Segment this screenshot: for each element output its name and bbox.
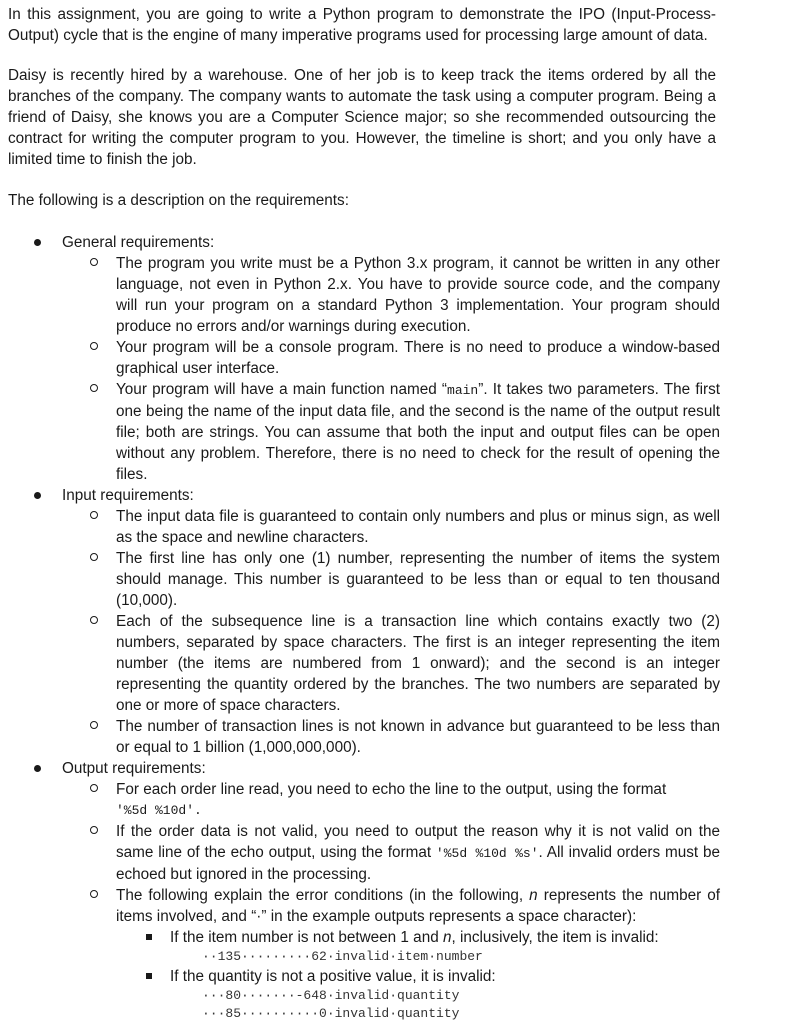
condition-item-before: If the item number is not between 1 and [170,929,439,946]
bullet-icon [34,765,41,772]
general-item-main-after: ”. It takes two parameters. The first one being the name of the input data file, and the second is the name of the output result file; both are strings. You can assume that both the input and output files can be open without any problem. Therefore, there is no need to check for the result of opening the files. [116,381,720,483]
errors-intro-after: ” in the example outputs represents a space character): [261,908,637,925]
general-item-console: Your program will be a console program. There is no need to produce a window-based graphical user interface. [116,339,720,377]
input-item-line-count: The number of transaction lines is not known in advance but guaranteed to be less than or equal to 1 billion (1,000,000,000). [116,718,720,756]
general-requirements [0,232,720,485]
intro-paragraph: In this assignment, you are going to write a Python program to demonstrate the IPO (Input-Process-Output) cycle that is the engine of many imperative programs used for processing large amount of data. [8,6,716,44]
circle-bullet-icon [90,890,98,898]
condition-item-after: , inclusively, the item is invalid: [451,929,659,946]
list-item [62,821,720,885]
list-item [62,779,720,821]
output-invalid-after: . All invalid orders must be echoed but ignored in the processing. [116,844,720,883]
error-condition-item-number [116,927,720,966]
circle-bullet-icon [90,784,98,792]
output-heading: Output requirements: [62,760,206,777]
list-item [62,611,720,716]
bullet-icon [34,492,41,499]
input-item-transaction-line: Each of the subsequence line is a transaction line which contains exactly two (2) numbers, separated by space characters. The first is an integer representing the item number (the items are numbered from 1 onward); and the second is an integer representing the quantity ordered by the branches. The two numbers are separated by one or more of space characters. [116,613,720,714]
input-sublist [62,506,720,758]
error-conditions-list [116,927,720,1023]
errors-intro-middle: represents the number of items involved, and “ [116,887,721,925]
echo-format-code: '%5d %10d'. [116,803,202,818]
errors-intro-before: The following explain the error conditions (in the following, [116,887,524,904]
list-item [62,716,720,758]
list-item [62,548,720,611]
circle-bullet-icon [90,553,98,561]
circle-bullet-icon [90,721,98,729]
requirements-list [0,232,720,1023]
input-item-content: The input data file is guaranteed to contain only numbers and plus or minus sign, as well as the space and newline characters. [116,508,720,546]
input-item-first-line: The first line has only one (1) number, representing the number of items the system should manage. This number is guaranteed to be less than or equal to ten thousand (10,000). [116,550,720,609]
space-dot-symbol: · [256,908,262,925]
output-invalid-before: If the order data is not valid, you need to output the reason why it is not valid on the same line of the echo output, using the format [116,823,720,861]
list-item [62,337,720,379]
output-requirements [0,758,720,1023]
general-sublist [62,253,720,485]
general-item-python3: The program you write must be a Python 3.x program, it cannot be written in any other language, not even in Python 2.x. You have to provide source code, and the company will run your program on a standard Python 3 implementation. Your program should produce no errors and/or warnings during execution. [116,255,720,335]
output-sublist [62,779,720,1023]
list-item [62,253,720,337]
scenario-paragraph: Daisy is recently hired by a warehouse. One of her job is to keep track the items ordered by all the branches of the company. The company wants to automate the task using a computer program. Being a friend of Daisy, she knows you are a Computer Science major; so she recommended outsourcing the contract for writing the computer program to you. However, the timeline is short; and you only have a limited time to finish the job. [8,67,716,168]
circle-bullet-icon [90,511,98,519]
circle-bullet-icon [90,258,98,266]
example-output-line: ···80·······-648·invalid·quantity [202,988,460,1003]
circle-bullet-icon [90,342,98,350]
circle-bullet-icon [90,616,98,624]
invalid-format-code: '%5d %10d %s' [435,846,539,861]
list-item [62,379,720,485]
general-item-main-before: Your program will have a main function named “ [116,381,448,398]
list-item [62,506,720,548]
square-bullet-icon [146,973,152,979]
requirements-intro: The following is a description on the requirements: [8,192,349,209]
circle-bullet-icon [90,384,98,392]
example-output-line: ··135·········62·invalid·item·number [202,949,483,964]
list-item [62,885,720,1023]
input-requirements [0,485,720,758]
bullet-icon [34,239,41,246]
main-function-code: main [447,383,479,398]
condition-quantity-text: If the quantity is not a positive value, it is invalid: [170,968,496,985]
error-condition-quantity [116,966,720,1023]
example-output-line: ···85··········0·invalid·quantity [202,1006,460,1021]
input-heading: Input requirements: [62,487,194,504]
n-variable: n [442,929,452,946]
output-echo-text: For each order line read, you need to echo the line to the output, using the format [116,781,667,798]
square-bullet-icon [146,934,152,940]
n-variable: n [529,887,538,904]
general-heading: General requirements: [62,234,215,251]
circle-bullet-icon [90,826,98,834]
